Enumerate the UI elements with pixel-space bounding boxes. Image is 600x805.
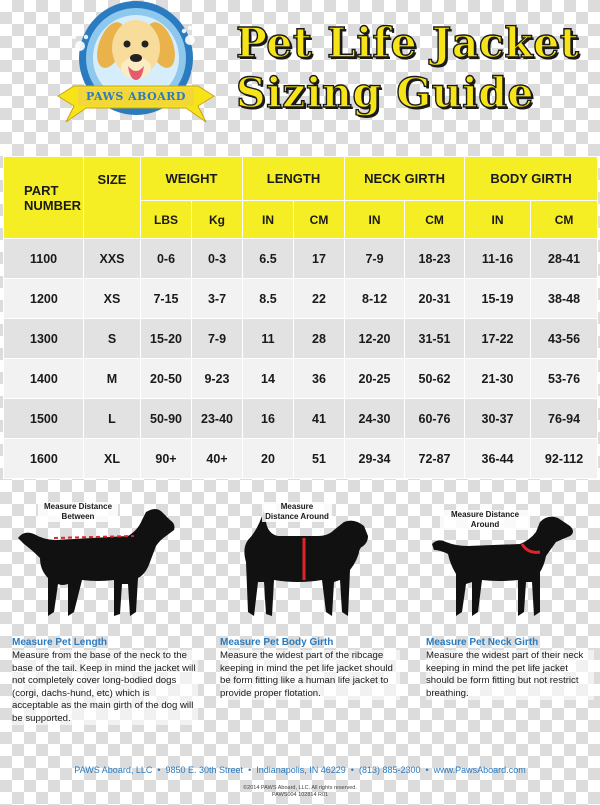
cell-neck-in: 24-30 <box>345 399 405 439</box>
header-neck-in: IN <box>345 201 405 239</box>
cell-neck-in: 20-25 <box>345 359 405 399</box>
title-line-2: Sizing Guide <box>236 69 534 117</box>
cell-length-cm: 36 <box>294 359 345 399</box>
neck-description: Measure the widest part of their neck keeping in mind the pet life jacket should be form fitting but not restrict breathing. <box>426 650 594 700</box>
measure-neck-panel <box>424 500 596 750</box>
cell-neck-cm: 50-62 <box>405 359 465 399</box>
cell-neck-cm: 31-51 <box>405 319 465 359</box>
length-heading: Measure Pet Length <box>12 637 108 648</box>
cell-neck-cm: 18-23 <box>405 239 465 279</box>
cell-size: M <box>84 359 141 399</box>
footer-city: Indianapolis, IN 46229 <box>256 765 346 775</box>
footer-bullet-icon: • <box>248 765 252 775</box>
cell-body-cm: 92-112 <box>531 439 598 479</box>
footer-bullet-icon: • <box>425 765 429 775</box>
page-title <box>236 18 596 118</box>
cell-lbs: 50-90 <box>141 399 192 439</box>
cell-lbs: 20-50 <box>141 359 192 399</box>
header-body-girth: BODY GIRTH <box>465 157 598 201</box>
footer-contact <box>0 765 600 775</box>
cell-body-cm: 38-48 <box>531 279 598 319</box>
cell-lbs: 15-20 <box>141 319 192 359</box>
cell-body-in: 11-16 <box>465 239 531 279</box>
footer-bullet-icon: • <box>157 765 161 775</box>
header-weight-lbs: LBS <box>141 201 192 239</box>
header-weight-kg: Kg <box>192 201 243 239</box>
cell-kg: 23-40 <box>192 399 243 439</box>
header-length-cm: CM <box>294 201 345 239</box>
header-weight: WEIGHT <box>141 157 243 201</box>
cell-kg: 7-9 <box>192 319 243 359</box>
cell-length-in: 16 <box>243 399 294 439</box>
cell-body-in: 36-44 <box>465 439 531 479</box>
paws-aboard-logo <box>56 0 216 135</box>
cell-body-cm: 43-56 <box>531 319 598 359</box>
cell-body-cm: 28-41 <box>531 239 598 279</box>
title-line-1: Pet Life Jacket <box>236 19 580 67</box>
table-row <box>4 239 598 279</box>
body-description: Measure the widest part of the ribcage keeping in mind the pet life jacket should be form fitting like a human life jacket to provide proper flotation. <box>220 650 400 700</box>
cell-size: L <box>84 399 141 439</box>
footer-bullet-icon: • <box>350 765 354 775</box>
table-row <box>4 319 598 359</box>
cell-length-in: 11 <box>243 319 294 359</box>
cell-body-in: 30-37 <box>465 399 531 439</box>
body-heading: Measure Pet Body Girth <box>220 637 334 648</box>
cell-part: 1300 <box>4 319 84 359</box>
copyright-text: ©2014 PAWS Aboard, LLC. All rights reserved. <box>243 785 357 791</box>
cell-size: S <box>84 319 141 359</box>
cell-lbs: 7-15 <box>141 279 192 319</box>
table-row <box>4 359 598 399</box>
cell-part: 1600 <box>4 439 84 479</box>
cell-body-cm: 76-94 <box>531 399 598 439</box>
cell-size: XXS <box>84 239 141 279</box>
footer-address: 9850 E. 30th Street <box>165 765 244 775</box>
cell-kg: 9-23 <box>192 359 243 399</box>
measure-length-panel <box>10 500 200 750</box>
cell-lbs: 90+ <box>141 439 192 479</box>
cell-kg: 3-7 <box>192 279 243 319</box>
table-row <box>4 279 598 319</box>
table-row <box>4 399 598 439</box>
body-callout: Measure Distance Around <box>262 502 332 522</box>
cell-part: 1200 <box>4 279 84 319</box>
cell-part: 1400 <box>4 359 84 399</box>
header-neck-cm: CM <box>405 201 465 239</box>
footer-company: PAWS Aboard, LLC <box>74 765 153 775</box>
header-body-in: IN <box>465 201 531 239</box>
document-code: PAWS004 102814 R01 <box>271 792 329 798</box>
cell-body-in: 15-19 <box>465 279 531 319</box>
cell-length-cm: 22 <box>294 279 345 319</box>
cell-neck-cm: 60-76 <box>405 399 465 439</box>
neck-callout: Measure Distance Around <box>440 510 530 530</box>
cell-length-in: 8.5 <box>243 279 294 319</box>
header-part-number: PART NUMBER <box>4 157 84 239</box>
cell-kg: 40+ <box>192 439 243 479</box>
cell-length-cm: 28 <box>294 319 345 359</box>
footer-website-link[interactable]: www.PawsAboard.com <box>433 765 526 775</box>
header-body-cm: CM <box>531 201 598 239</box>
cell-neck-in: 7-9 <box>345 239 405 279</box>
copyright <box>0 785 600 799</box>
cell-neck-in: 29-34 <box>345 439 405 479</box>
cell-body-in: 21-30 <box>465 359 531 399</box>
cell-kg: 0-3 <box>192 239 243 279</box>
header-neck-girth: NECK GIRTH <box>345 157 465 201</box>
cell-length-in: 20 <box>243 439 294 479</box>
length-callout: Measure Distance Between <box>38 502 118 522</box>
table-row <box>4 439 598 479</box>
cell-neck-cm: 20-31 <box>405 279 465 319</box>
cell-neck-in: 8-12 <box>345 279 405 319</box>
header-length: LENGTH <box>243 157 345 201</box>
cell-part: 1100 <box>4 239 84 279</box>
cell-part: 1500 <box>4 399 84 439</box>
length-description: Measure from the base of the neck to the base of the tail. Keep in mind the jacket will not completely cover long-bodied dogs (corgi, dachs-hund, etc) which is acceptable as the main girth of the dog will be supported. <box>12 650 198 725</box>
cell-neck-in: 12-20 <box>345 319 405 359</box>
measure-body-panel <box>218 500 408 750</box>
header-size: SIZE <box>84 157 141 239</box>
cell-lbs: 0-6 <box>141 239 192 279</box>
cell-neck-cm: 72-87 <box>405 439 465 479</box>
header-length-in: IN <box>243 201 294 239</box>
cell-length-in: 14 <box>243 359 294 399</box>
footer-phone: (813) 885-2300 <box>358 765 421 775</box>
cell-length-cm: 17 <box>294 239 345 279</box>
cell-size: XS <box>84 279 141 319</box>
cell-body-cm: 53-76 <box>531 359 598 399</box>
logo-text: PAWS ABOARD <box>86 90 186 103</box>
cell-length-cm: 41 <box>294 399 345 439</box>
neck-heading: Measure Pet Neck Girth <box>426 637 539 648</box>
cell-length-cm: 51 <box>294 439 345 479</box>
cell-size: XL <box>84 439 141 479</box>
cell-body-in: 17-22 <box>465 319 531 359</box>
sizing-table <box>3 156 597 479</box>
cell-length-in: 6.5 <box>243 239 294 279</box>
